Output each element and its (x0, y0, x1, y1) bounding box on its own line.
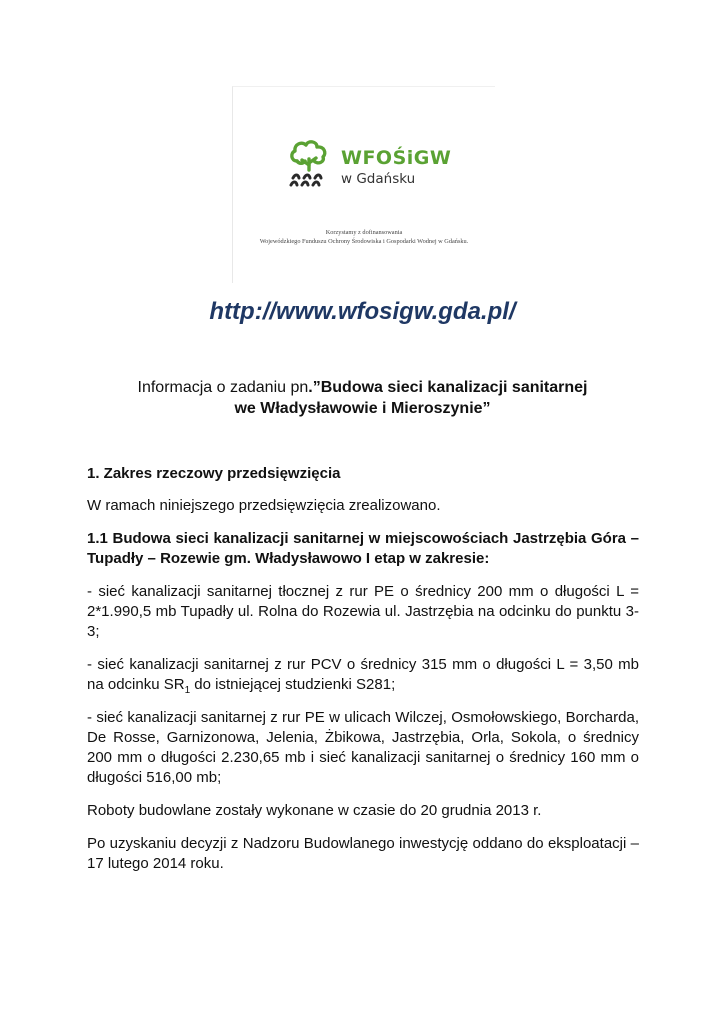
document-body (87, 464, 639, 887)
logo-caption-line-2: Wojewódzkiego Funduszu Ochrony Środowiska i Gospodarki Wodnej w Gdańsku. (259, 238, 469, 245)
tree-water-icon (287, 139, 331, 191)
scope-item-2-text: - sieć kanalizacji sanitarnej z rur PCV o średnicy 315 mm o długości L = 3,50 mb na odcinku SR (87, 656, 639, 693)
logo-caption-line-1: Korzystamy z dofinansowania (325, 229, 403, 236)
subsection-heading: 1.1 Budowa sieci kanalizacji sanitarnej w miejscowościach Jastrzębia Góra – Tupadły – Rozewie gm. Władysławowo I etap w zakresie: (87, 530, 639, 567)
scope-item-3: - sieć kanalizacji sanitarnej z rur PE w ulicach Wilczej, Osmołowskiego, Borcharda, De Rosse, Garnizonowa, Jelenia, Żbikowa, Jastrzębia, Orla, Sokola, o średnicy 200 mm o długości 2.230,65 mb i sieć kanalizacji sanitarnej o średnicy 160 mm o długości 516,00 mb; (87, 709, 639, 786)
logo-name: WFOŚiGW (341, 147, 452, 169)
website-link[interactable]: http://www.wfosigw.gda.pl/ (209, 298, 516, 325)
section-intro: W ramach niniejszego przedsięwzięcia zrealizowano. (87, 497, 441, 514)
scope-item-2-tail: do istniejącej studzienki S281; (190, 676, 396, 693)
completion-date: Roboty budowlane zostały wykonane w czasie do 20 grudnia 2013 r. (87, 802, 542, 819)
intro-line-2 (0, 398, 725, 419)
scope-item-1: - sieć kanalizacji sanitarnej tłocznej z rur PE o średnicy 200 mm o długości L = 2*1.990,5 mb Tupadły ul. Rolna do Rozewia ul. Jastrzębia na odcinku do punktu 3-3; (87, 583, 639, 640)
logo-city: w Gdańsku (341, 171, 416, 187)
scope-item-2 (87, 655, 639, 695)
task-intro (0, 377, 725, 419)
scope-item-2-subscript: 1 (184, 685, 191, 696)
project-title-line-2: we Władysławowie i Mieroszynie” (234, 400, 491, 417)
commissioning-date: Po uzyskaniu decyzji z Nadzoru Budowlanego inwestycję oddano do eksploatacji – 17 lutego 2014 roku. (87, 835, 639, 872)
section-heading: 1. Zakres rzeczowy przedsięwzięcia (87, 465, 341, 482)
intro-prefix: Informacja o zadaniu pn (137, 379, 309, 396)
intro-line-1 (0, 377, 725, 398)
logo-panel (232, 86, 495, 283)
project-title-line-1: .”Budowa sieci kanalizacji sanitarnej (308, 379, 588, 396)
